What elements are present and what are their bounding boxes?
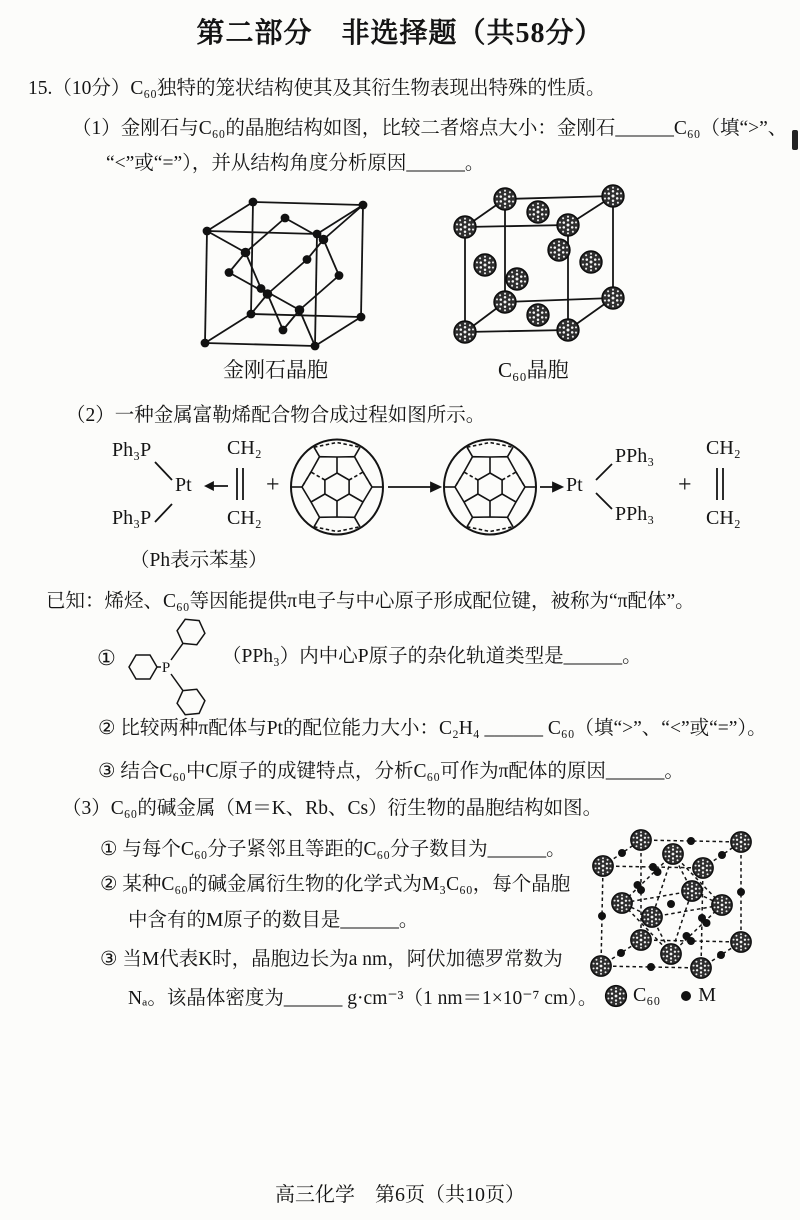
q15-3-sub1: ① 与每个C₆₀分子紧邻且等距的C₆₀分子数目为______。 (100, 839, 566, 860)
c60-molecules (454, 185, 624, 343)
sub3-text: ③ 结合C₆₀中C原子的成键特点，分析C₆₀可作为π配体的原因______。 (98, 761, 684, 782)
diamond-unit-cell-figure (190, 182, 390, 362)
m3c60-unit-cell-figure (583, 818, 773, 980)
legend-c60-label: C₆₀ (633, 984, 661, 1006)
q15-3-sub2-line2: 中含有的M原子的数目是______。 (128, 910, 419, 931)
q15-1-line2: “<”或“=”），并从结构角度分析原因______。 (106, 153, 485, 174)
q15-1-line1: （1）金刚石与C₆₀的晶胞结构如图，比较二者熔点大小：金刚石______C₆₀（填“>”、 (72, 118, 788, 139)
plus-left: + (266, 472, 280, 498)
ph-note: （Ph表示苯基） (130, 550, 268, 571)
legend-m-icon (680, 990, 692, 1002)
scan-artifact (792, 130, 798, 150)
q15-2-intro: （2）一种金属富勒烯配合物合成过程如图所示。 (66, 405, 486, 426)
c60-unit-cell-figure (450, 183, 685, 358)
pt-right-label: Pt (566, 474, 583, 496)
legend-c60-icon (605, 985, 627, 1007)
carbon-atoms (201, 198, 368, 351)
fullerene-product (444, 440, 536, 535)
q15-3-intro: （3）C₆₀的碱金属（M＝K、Rb、Cs）衍生物的晶胞结构如图。 (62, 798, 603, 819)
reaction-scheme-graphics (100, 430, 762, 554)
ch2-bottom-left-label: CH₂ (227, 507, 262, 529)
q15-3-sub3-line1: ③ 当M代表K时，晶胞边长为a nm，阿伏加德罗常数为 (100, 949, 563, 970)
ch2-bottom-right-label: CH₂ (706, 507, 741, 529)
sub1-text: （PPh₃）内中心P原子的杂化轨道类型是______。 (222, 646, 642, 667)
q15-3-sub2-line1: ② 某种C₆₀的碱金属衍生物的化学式为M₃C₆₀，每个晶胞 (100, 874, 571, 895)
pph3-bottom-label: PPh₃ (615, 503, 655, 525)
ph3p-top-label: Ph₃P (112, 439, 152, 461)
ch2-top-left-label: CH₂ (227, 437, 262, 459)
sub1-number: ① (97, 646, 116, 670)
legend (605, 983, 716, 1008)
diamond-cell-label: 金刚石晶胞 (223, 358, 328, 382)
pph3-structure (126, 613, 218, 719)
c60-cell-label: C₆₀晶胞 (498, 358, 569, 382)
legend-m-label: M (698, 984, 717, 1006)
q15-stem: 15.（10分）C₆₀独特的笼状结构使其及其衍生物表现出特殊的性质。 (28, 78, 606, 99)
reaction-scheme (100, 430, 762, 554)
known-statement: 已知：烯烃、C₆₀等因能提供π电子与中心原子形成配位键，被称为“π配体”。 (46, 591, 695, 612)
page-footer: 高三化学 第6页（共10页） (275, 1184, 525, 1206)
fullerene-reactant (291, 440, 383, 535)
q15-3-sub3-line2: Nₐ。该晶体密度为______ g·cm⁻³（1 nm＝1×10⁻⁷ cm）。 (128, 988, 598, 1009)
ph3p-bottom-label: Ph₃P (112, 507, 152, 529)
section-title: 第二部分 非选择题（共58分） (196, 18, 604, 49)
ch2-top-right-label: CH₂ (706, 437, 741, 459)
sub2-text: ② 比较两种π配体与Pt的配位能力大小：C₂H₄ ______ C₆₀（填“>”、“<”或“=”）。 (98, 718, 767, 739)
plus-right: + (678, 472, 692, 498)
phosphorus-symbol: P (161, 660, 171, 676)
pt-left-label: Pt (175, 474, 192, 496)
pph3-top-label: PPh₃ (615, 445, 655, 467)
